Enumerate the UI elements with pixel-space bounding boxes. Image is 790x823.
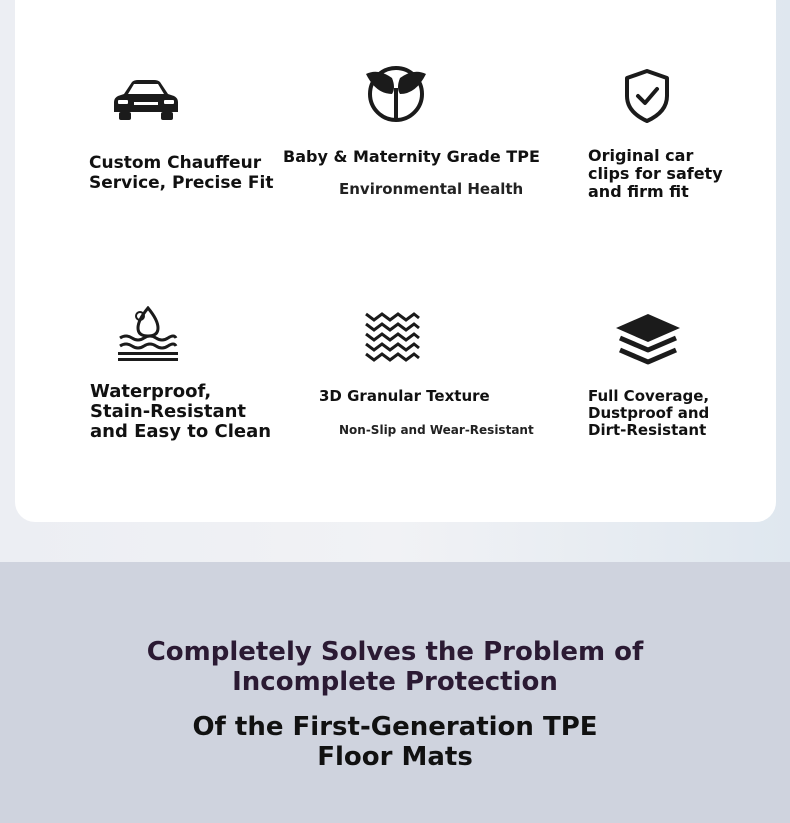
headline-line-1	[0, 637, 790, 697]
shield-check-icon	[622, 68, 672, 124]
feature-sub-environmental: Environmental Health	[339, 180, 524, 198]
headline-line-2	[0, 712, 790, 772]
leaf-icon	[364, 66, 428, 122]
car-icon	[112, 76, 180, 122]
headline-text-2: Of the First-Generation TPE Floor Mats	[192, 712, 598, 772]
feature-label-waterproof: Waterproof, Stain-Resistant and Easy to Clean	[90, 381, 272, 442]
feature-label-baby-grade: Baby & Maternity Grade TPE	[283, 147, 540, 166]
feature-label-3d-texture: 3D Granular Texture	[319, 387, 490, 405]
water-drop-icon	[116, 306, 180, 364]
feature-sub-non-slip: Non-Slip and Wear-Resistant	[339, 423, 534, 437]
layers-icon	[614, 312, 682, 370]
feature-label-car-clips: Original car clips for safety and firm fit	[588, 146, 723, 201]
texture-icon	[364, 310, 420, 364]
headline-text-1: Completely Solves the Problem of Incomplete Protection	[146, 637, 644, 697]
feature-label-full-coverage: Full Coverage, Dustproof and Dirt-Resistant	[588, 387, 710, 439]
feature-label-custom-fit: Custom Chauffeur Service, Precise Fit	[89, 153, 274, 194]
